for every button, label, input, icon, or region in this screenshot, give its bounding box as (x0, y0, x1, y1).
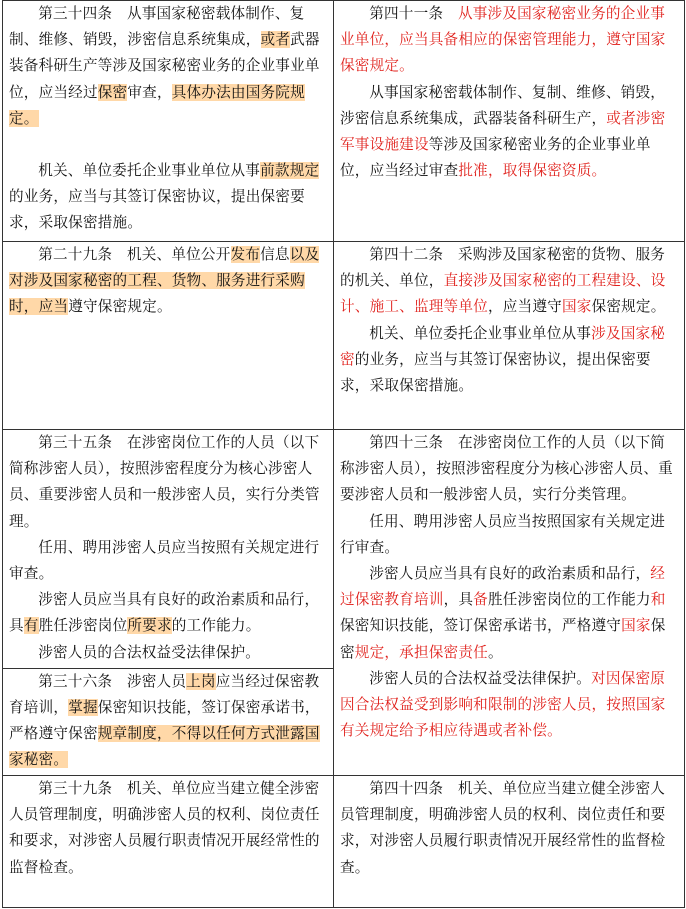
highlighted-text: 保密 (97, 83, 128, 101)
text-span: 保密知识技能，签订保密承诺书，严格遵守 (340, 617, 622, 635)
article-paragraph (340, 561, 678, 666)
text-span: 等涉及国家秘密业务的企业事业单位，应当经过审查 (340, 136, 651, 180)
article-paragraph (340, 1, 678, 80)
article-paragraph (9, 535, 327, 587)
article-paragraph (9, 640, 327, 666)
text-span: 第二十九条 机关、单位公开 (38, 246, 231, 263)
highlighted-text: 有 (23, 617, 39, 635)
article-paragraph (9, 430, 327, 535)
article-paragraph (9, 1, 327, 132)
new-text-cell (334, 1, 685, 242)
changed-text: 国家 (561, 298, 592, 316)
highlighted-text: 具体办法由国务院规定。 (9, 83, 305, 127)
text-span: ，应当遵守 (487, 298, 562, 316)
article-paragraph (340, 80, 678, 185)
text-span: 保密 (340, 617, 666, 661)
text-span: 。 (487, 643, 503, 661)
text-span: 第四十三条 在涉密岗位工作的人员（以下简称涉密人员），按照涉密程度分为核心涉密人员、重要涉密人员和一般涉密人员，实行分类管理。 (340, 434, 673, 504)
text-span: 任用、聘用涉密人员应当按照国家有关规定进行审查。 (340, 512, 666, 556)
old-text-cell (3, 430, 334, 776)
article-paragraph (340, 666, 678, 745)
table-row (3, 1, 685, 242)
text-span: 胜任涉密岗位的工作能力 (487, 591, 651, 609)
text-span: 涉密人员的合法权益受法律保护。 (38, 643, 261, 661)
text-span: 第四十二条 采购涉及国家秘密的货物、服务的机关、单位， (340, 246, 666, 290)
text-span: 机关、单位委托企业事业单位从事 (369, 324, 592, 342)
highlighted-text: 所要求 (127, 617, 172, 635)
text-span: 遵守保密规定。 (68, 298, 172, 316)
text-span: 保密规定。 (591, 298, 666, 316)
changed-text: 规定，承担保密责任 (354, 643, 488, 661)
text-span: 第三十六条 涉密人员 (38, 672, 187, 690)
highlighted-text: 掌握 (68, 699, 98, 717)
changed-text: 直接涉及国家秘密的工程建设、设计、施工、监理等单位 (340, 272, 666, 316)
new-text-cell (334, 242, 685, 430)
article-paragraph (340, 776, 678, 881)
text-span: 机关、单位委托企业事业单位从事 (38, 162, 261, 180)
changed-text: 涉及国家秘密 (340, 324, 666, 368)
changed-text: 经过保密教育培训 (340, 565, 666, 609)
article-paragraph (9, 776, 327, 881)
article-paragraph (340, 242, 678, 321)
highlighted-text: 或者 (260, 31, 291, 49)
text-span: 胜任涉密岗位 (38, 617, 128, 635)
text-span: 第四十一条 (369, 5, 458, 22)
changed-text: 批准，取得保密资质。 (458, 162, 607, 180)
text-span: 的业务，应当与其签订保密协议，提出保密要求，采取保密措施。 (340, 350, 651, 395)
text-span: 第四十四条 机关、单位应当建立健全涉密人员管理制度，明确涉密人员的权利、岗位责任和要求，对涉密人员履行职责情况开展经常性的监督检查。 (340, 780, 666, 876)
law-comparison-table (2, 0, 685, 908)
text-span: 涉密人员的合法权益受法律保护。 (369, 669, 592, 687)
text-span: 任用、聘用涉密人员应当按照有关规定进行审查。 (9, 538, 320, 583)
text-span: 武器装备科研生产等涉及国家秘密业务的企业事业单位，应当经过 (9, 31, 320, 101)
article-paragraph (9, 158, 327, 237)
highlighted-text: 发布 (230, 246, 261, 263)
article-paragraph (340, 509, 678, 561)
text-span: 涉密人员应当具有良好的政治素质和品行， (369, 565, 651, 583)
text-span: 保密知识技能，签订保密承诺书，严格遵守保密 (9, 699, 320, 743)
text-span: 第三十九条 机关、单位应当建立健全涉密人员管理制度，明确涉密人员的权利、岗位责任和要求，对涉密人员履行职责情况开展经常性的监督检查。 (9, 780, 320, 876)
new-text-cell (334, 430, 685, 776)
article-paragraph (340, 321, 678, 400)
old-text-cell (3, 242, 334, 430)
changed-text: 和 (650, 591, 666, 609)
new-text-cell (334, 776, 685, 908)
text-span: 第三十四条 从事国家秘密载体制作、复制、维修、销毁，涉密信息系统集成， (9, 5, 305, 49)
changed-text: 备 (473, 591, 488, 609)
highlighted-text: 前款规定 (260, 162, 320, 180)
article-paragraph (9, 242, 327, 321)
table-row (3, 776, 685, 908)
table-row (3, 242, 685, 430)
changed-text: 对因保密原因合法权益受到影响和限制的涉密人员，按照国家有关规定给予相应待遇或者补偿。 (340, 669, 666, 740)
text-span: 应当经过保密教育培训， (9, 672, 320, 717)
text-span: 从事国家秘密载体制作、复制、维修、销毁，涉密信息系统集成，武器装备科研生产， (340, 83, 666, 127)
highlighted-text: 规章制度，不得以任何方式泄露国家秘密。 (9, 725, 320, 769)
old-text-cell (3, 1, 334, 242)
text-span: 第三十五条 在涉密岗位工作的人员（以下简称涉密人员），按照涉密程度分为核心涉密人员、重要涉密人员和一般涉密人员，实行分类管理。 (9, 434, 320, 530)
text-span: 的工作能力。 (171, 617, 261, 635)
text-span: 审查， (127, 83, 172, 101)
article-paragraph (9, 669, 327, 774)
text-span: 的业务，应当与其签订保密协议，提出保密要求，采取保密措施。 (9, 188, 305, 232)
text-span: ，具 (443, 591, 474, 609)
text-span: 涉密人员应当具有良好的政治素质和品行，具 (9, 591, 320, 635)
article-paragraph (340, 430, 678, 509)
sub-article-block (3, 668, 333, 774)
changed-text: 从事涉及国家秘密业务的企业事业单位，应当具备相应的保密管理能力，遵守国家保密规定。 (340, 5, 666, 75)
changed-text: 或者涉密军事设施建设 (340, 109, 666, 154)
article-paragraph (9, 587, 327, 639)
highlighted-text: 以及对涉及国家秘密的工程、货物、服务进行采购时，应当 (9, 246, 320, 316)
table-row (3, 430, 685, 776)
old-text-cell (3, 776, 334, 908)
highlighted-text: 上岗 (186, 672, 216, 690)
text-span: 信息 (260, 246, 290, 263)
changed-text: 国家 (621, 617, 651, 635)
